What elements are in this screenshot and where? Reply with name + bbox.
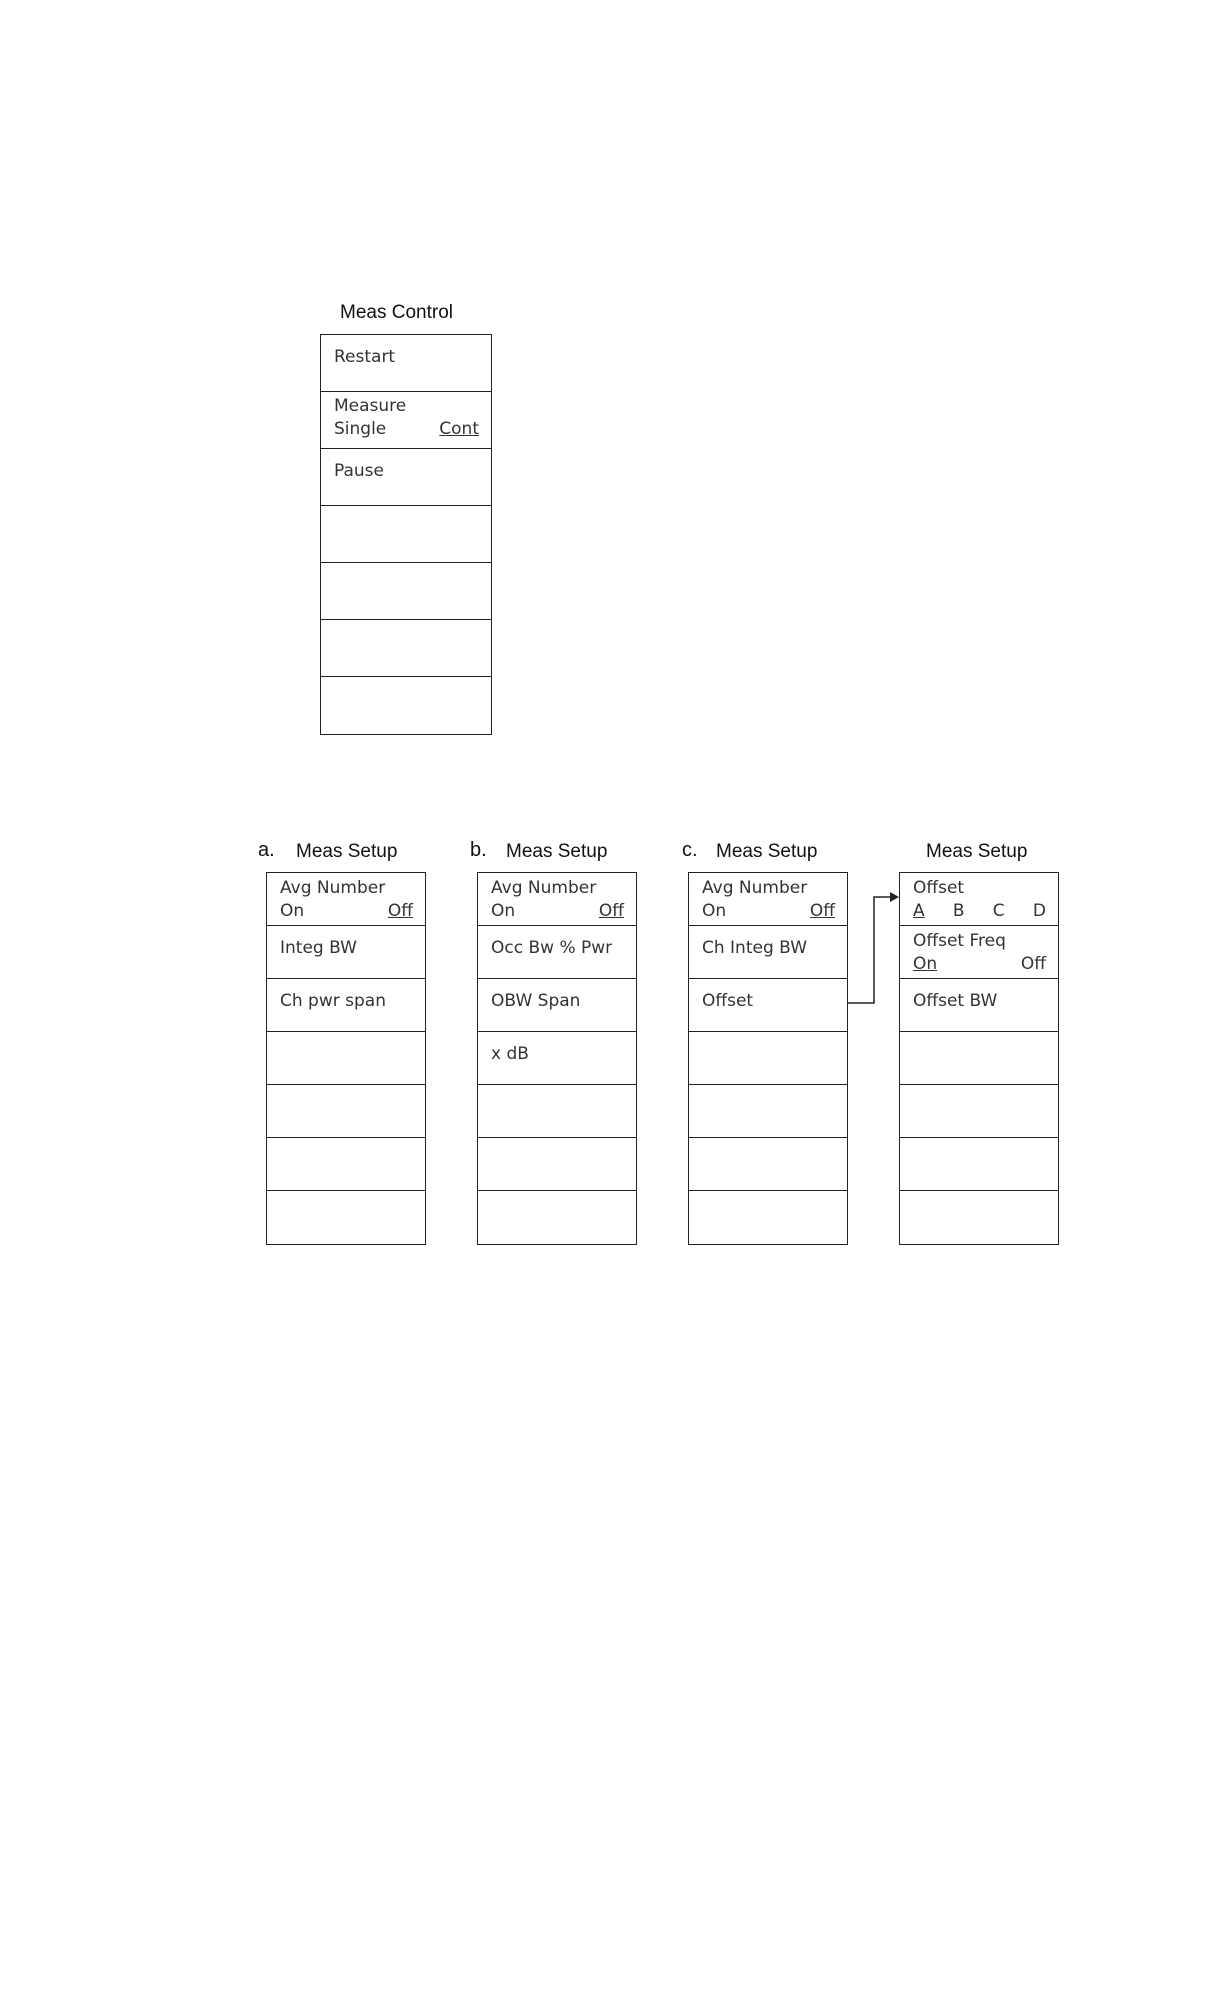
offset-choice-b: B	[952, 901, 965, 921]
ch-pwr-span-label: Ch pwr span	[280, 991, 386, 1011]
offset-select-label: Offset	[913, 878, 965, 898]
offset-select-key[interactable]	[900, 873, 1058, 926]
occ-bw-pwr-key[interactable]	[478, 926, 636, 979]
offset-label: Offset	[702, 991, 754, 1011]
blank-key[interactable]	[321, 563, 491, 620]
avg-number-label: Avg Number	[702, 878, 808, 898]
setup-b-title: Meas Setup	[506, 841, 608, 862]
meas-control-title: Meas Control	[340, 302, 453, 323]
avg-off-option: Off	[387, 901, 413, 921]
ch-pwr-span-key[interactable]	[267, 979, 425, 1032]
offset-freq-off-option: Off	[1020, 954, 1046, 974]
measure-cont-option: Cont	[439, 419, 479, 439]
blank-key[interactable]	[478, 1191, 636, 1244]
blank-key[interactable]	[478, 1138, 636, 1191]
avg-number-key[interactable]	[478, 873, 636, 926]
blank-key[interactable]	[478, 1085, 636, 1138]
offset-choice-d: D	[1032, 901, 1046, 921]
obw-span-key[interactable]	[478, 979, 636, 1032]
pause-label: Pause	[334, 461, 384, 481]
restart-key[interactable]	[321, 335, 491, 392]
measure-single-option: Single	[334, 419, 387, 439]
avg-off-option: Off	[809, 901, 835, 921]
avg-number-key[interactable]	[267, 873, 425, 926]
blank-key[interactable]	[267, 1085, 425, 1138]
restart-label: Restart	[334, 347, 396, 367]
offset-choice-c: C	[992, 901, 1005, 921]
label-b: b.	[470, 839, 487, 861]
avg-on-option: On	[702, 901, 727, 921]
avg-off-option: Off	[598, 901, 624, 921]
label-a: a.	[258, 839, 275, 861]
ch-integ-bw-key[interactable]	[689, 926, 847, 979]
offset-choice-a: A	[913, 901, 925, 921]
offset-key[interactable]	[689, 979, 847, 1032]
blank-key[interactable]	[900, 1138, 1058, 1191]
offset-bw-label: Offset BW	[913, 991, 998, 1011]
obw-span-label: OBW Span	[491, 991, 581, 1011]
avg-number-label: Avg Number	[280, 878, 386, 898]
measure-key[interactable]	[321, 392, 491, 449]
offset-freq-on-option: On	[913, 954, 938, 974]
integ-bw-key[interactable]	[267, 926, 425, 979]
setup-c-menu	[688, 872, 848, 1245]
blank-key[interactable]	[267, 1138, 425, 1191]
blank-key[interactable]	[321, 506, 491, 563]
offset-freq-label: Offset Freq	[913, 931, 1006, 951]
occ-bw-pwr-label: Occ Bw % Pwr	[491, 938, 613, 958]
setup-offset-menu	[899, 872, 1059, 1245]
meas-control-menu	[320, 334, 492, 735]
setup-offset-title: Meas Setup	[926, 841, 1028, 862]
blank-key[interactable]	[689, 1032, 847, 1085]
avg-number-key[interactable]	[689, 873, 847, 926]
ch-integ-bw-label: Ch Integ BW	[702, 938, 808, 958]
avg-on-option: On	[280, 901, 305, 921]
blank-key[interactable]	[900, 1032, 1058, 1085]
offset-bw-key[interactable]	[900, 979, 1058, 1032]
blank-key[interactable]	[321, 677, 491, 734]
blank-key[interactable]	[267, 1032, 425, 1085]
setup-c-title: Meas Setup	[716, 841, 818, 862]
avg-on-option: On	[491, 901, 516, 921]
avg-number-label: Avg Number	[491, 878, 597, 898]
blank-key[interactable]	[689, 1191, 847, 1244]
offset-freq-key[interactable]	[900, 926, 1058, 979]
x-db-label: x dB	[491, 1044, 529, 1064]
blank-key[interactable]	[689, 1138, 847, 1191]
pause-key[interactable]	[321, 449, 491, 506]
setup-a-menu	[266, 872, 426, 1245]
x-db-key[interactable]	[478, 1032, 636, 1085]
blank-key[interactable]	[900, 1191, 1058, 1244]
setup-b-menu	[477, 872, 637, 1245]
blank-key[interactable]	[689, 1085, 847, 1138]
integ-bw-label: Integ BW	[280, 938, 357, 958]
blank-key[interactable]	[321, 620, 491, 677]
blank-key[interactable]	[267, 1191, 425, 1244]
measure-label: Measure	[334, 396, 407, 416]
blank-key[interactable]	[900, 1085, 1058, 1138]
setup-a-title: Meas Setup	[296, 841, 398, 862]
label-c: c.	[682, 839, 698, 861]
